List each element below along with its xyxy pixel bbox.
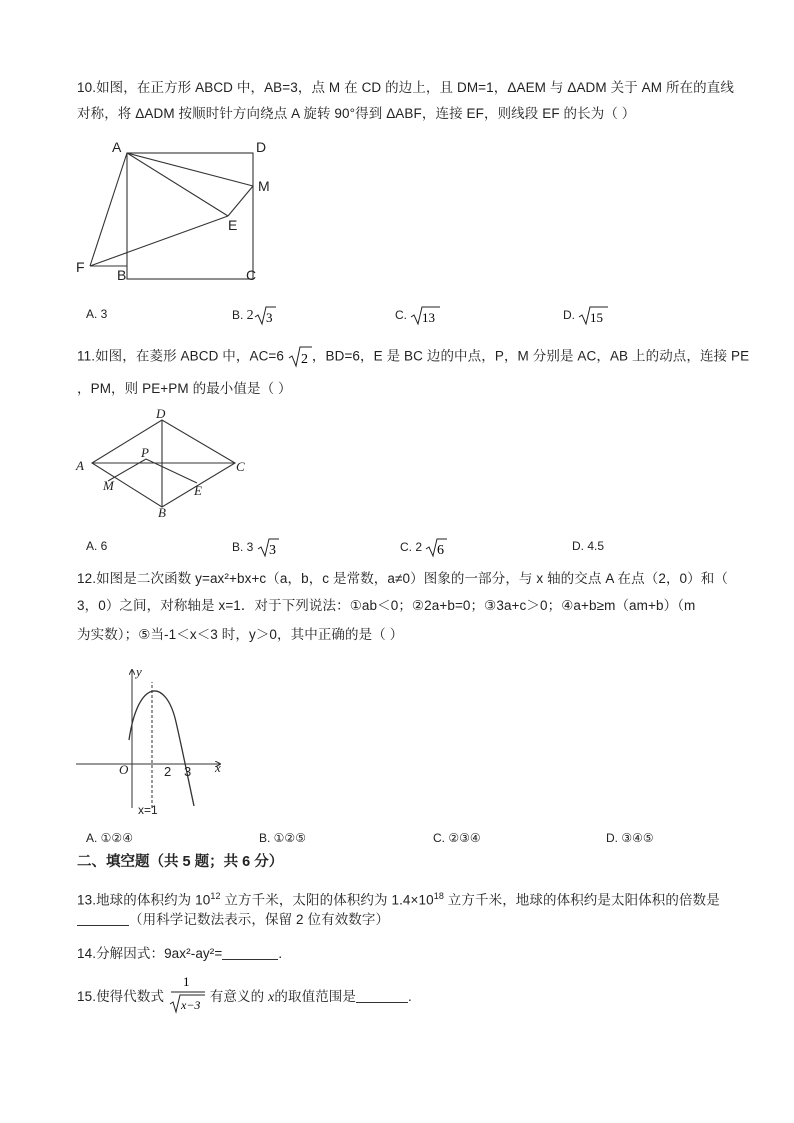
q12-option-a[interactable]: A. ①②④ [86, 831, 133, 845]
q15-answer-blank[interactable] [356, 988, 408, 1003]
label-a: A [112, 139, 122, 155]
radical-sign-icon [257, 537, 279, 559]
q11-option-b[interactable]: B. 3 3 [232, 537, 279, 559]
q11-text-line1: 11.如图，在菱形 ABCD 中，AC=6 2 ，BD=6，E 是 BC 边的中点，P，M 分别是 AC，AB 上的动点，连接 PE [77, 345, 749, 369]
svg-text:3: 3 [265, 310, 273, 325]
label-x: x [215, 760, 221, 775]
radical-sign-icon [410, 305, 440, 327]
q12-text-line3: 为实数）；⑤当-1＜x＜3 时，y＞0，其中正确的是（ ） [77, 627, 404, 642]
q10-option-a[interactable]: A. 3 [86, 307, 108, 321]
segment-am [127, 153, 253, 186]
svg-text:2: 2 [300, 352, 308, 367]
svg-text:3: 3 [268, 543, 276, 558]
q14-text: 14.分解因式：9ax²-ay²= . [77, 946, 283, 961]
q10-option-c[interactable]: C. 13 [395, 305, 440, 327]
parabola-curve [129, 691, 194, 806]
label-p: P [141, 445, 149, 460]
q12-option-b[interactable]: B. ①②⑤ [259, 831, 306, 845]
label-b: B [117, 267, 127, 283]
label-m: M [258, 178, 270, 194]
label-origin: O [119, 762, 129, 777]
label-e: E [194, 483, 202, 498]
q14-answer-blank[interactable] [222, 945, 278, 960]
q11-option-a[interactable]: A. 6 [86, 539, 108, 553]
segment-ef [90, 216, 228, 266]
radical-sign-icon [254, 305, 276, 327]
q10-square-figure [70, 136, 290, 286]
q12-text-line2: 3，0）之间，对称轴是 x=1．对于下列说法：①ab＜0；②2a+b=0；③3a+c＞0；④a+b≥m（am+b）（m [77, 598, 696, 613]
q15-fraction-expression [167, 972, 207, 1016]
radical-sign-icon [288, 345, 312, 369]
q15-text: 15.使得代数式 有意义的 x的取值范围是 . [77, 989, 412, 1005]
fraction-denominator: x−3 [181, 998, 201, 1012]
q12-option-c[interactable]: C. ②③④ [433, 831, 481, 845]
label-f: F [76, 259, 85, 275]
q12-text-line1: 12.如图是二次函数 y=ax²+bx+c（a，b，c 是常数，a≠0）图象的一部分，与 x 轴的交点 A 在点（2，0）和（ [77, 571, 728, 586]
segment-af [90, 153, 127, 266]
radical-sign-icon [578, 305, 608, 327]
label-x-equals-1: x=1 [138, 803, 158, 817]
q10-text-line2: 对称，将 ΔADM 按顺时针方向绕点 A 旋转 90°得到 ΔABF，连接 EF，则线段 EF 的长为（ ） [77, 106, 636, 121]
label-c: C [246, 267, 257, 283]
segment-ae [127, 153, 228, 216]
tick-2: 2 [164, 764, 172, 779]
q10-option-d[interactable]: D. 15 [563, 305, 608, 327]
label-e: E [228, 217, 238, 233]
svg-text:13: 13 [422, 310, 436, 325]
q10-option-b[interactable]: B. 2 3 [232, 305, 276, 327]
q10-text-line1: 10.如图，在正方形 ABCD 中，AB=3，点 M 在 CD 的边上，且 DM=1，ΔAEM 与 ΔADM 关于 AM 所在的直线 [77, 80, 734, 95]
q11-rhombus-figure [70, 404, 260, 519]
label-a: A [76, 458, 84, 473]
radical-sign-icon [425, 537, 447, 559]
section-fill-in-title: 二、填空题（共 5 题；共 6 分） [77, 854, 284, 870]
q11-text-line2: ，PM，则 PE+PM 的最小值是（ ） [77, 381, 292, 396]
label-m: M [103, 478, 114, 493]
q11-option-d[interactable]: D. 4.5 [572, 539, 605, 553]
q11-option-c[interactable]: C. 2 6 [400, 537, 447, 559]
tick-3: 3 [184, 764, 192, 779]
square-abcd [127, 153, 253, 279]
q13-text-line2: （用科学记数法表示，保留 2 位有效数字） [77, 910, 389, 930]
segment-em [228, 186, 253, 216]
q13-answer-blank[interactable] [77, 911, 129, 926]
q12-option-d[interactable]: D. ③④⑤ [606, 831, 654, 845]
label-d: D [256, 139, 267, 155]
label-d: D [156, 406, 166, 421]
q13-text-line1: 13.地球的体积约为 $10^{12}$ 立方千米，太阳的体积约为 $1.4\times 10^{18}$ 立方千米，地球的体积约是太阳体积的倍数是 [77, 891, 720, 908]
q12-parabola-graph [74, 660, 234, 820]
fraction-numerator: 1 [183, 974, 190, 989]
svg-text:15: 15 [590, 310, 604, 325]
svg-text:6: 6 [437, 543, 445, 558]
label-y: y [136, 664, 142, 679]
label-c: C [236, 459, 245, 474]
label-b: B [158, 505, 166, 520]
